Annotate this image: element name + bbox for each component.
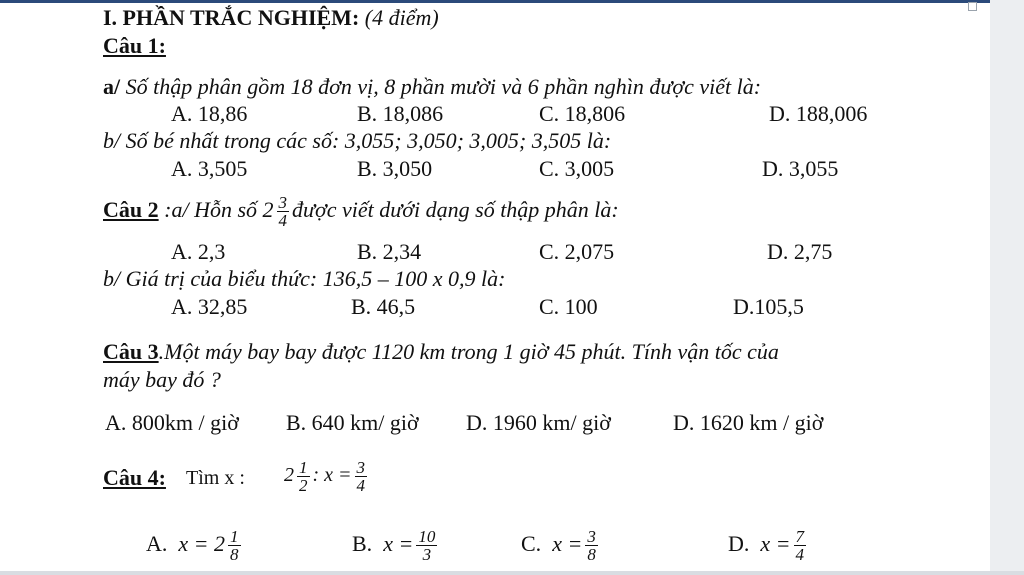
question-4-prompt: Tìm x : — [186, 467, 245, 489]
q2a-option-a[interactable]: A. 2,3 — [171, 239, 226, 264]
question-4-label: Câu 4: — [103, 465, 166, 490]
question-2a-rest: được viết dưới dạng số thập phân là: — [292, 197, 619, 222]
q4-option-b[interactable] — [352, 524, 440, 564]
q3-option-d[interactable]: D. 1620 km / giờ — [673, 410, 824, 435]
option-letter: D. — [728, 531, 750, 556]
question-2a-intro: :a/ Hỗn số — [158, 197, 263, 222]
q4-option-d[interactable] — [728, 524, 809, 564]
option-prefix: x = 2 — [178, 531, 226, 556]
question-1-label: Câu 1: — [103, 33, 166, 58]
option-fraction — [585, 528, 598, 563]
fraction-denominator: 4 — [356, 475, 366, 495]
fraction-numerator: 7 — [795, 527, 805, 547]
equation-fraction-right — [355, 459, 368, 494]
equation-fraction-left — [297, 459, 310, 494]
question-3-line-1 — [103, 340, 779, 364]
q3-option-b[interactable]: B. 640 km/ giờ — [286, 410, 419, 435]
option-prefix: x = — [383, 531, 414, 556]
side-panel — [990, 0, 1024, 575]
section-title: I. PHẦN TRẮC NGHIỆM: — [103, 5, 360, 30]
q2a-option-d[interactable]: D. 2,75 — [767, 239, 833, 264]
option-letter: A. — [146, 531, 168, 556]
fraction-numerator: 10 — [418, 527, 436, 547]
section-points: (4 điểm) — [364, 5, 439, 30]
q1a-option-b[interactable]: B. 18,086 — [357, 101, 444, 126]
q2a-option-c[interactable]: C. 2,075 — [539, 239, 615, 264]
question-1a-prefix: a/ — [103, 74, 121, 99]
fraction-denominator: 8 — [587, 545, 596, 565]
fraction-numerator: 3 — [587, 527, 596, 547]
q2b-option-b[interactable]: B. 46,5 — [351, 294, 416, 319]
question-2b-text: b/ Giá trị của biểu thức: 136,5 – 100 x 0,9 là: — [103, 266, 506, 291]
q3-option-a[interactable]: A. 800km / giờ — [105, 410, 239, 435]
option-fraction — [416, 528, 437, 563]
q1a-option-c[interactable]: C. 18,806 — [539, 101, 626, 126]
option-letter: B. — [352, 531, 373, 556]
option-prefix: x = — [760, 531, 791, 556]
fraction-numerator: 1 — [230, 527, 239, 547]
question-1a-text — [103, 75, 761, 99]
fraction-denominator: 3 — [422, 545, 432, 565]
q1b-option-c[interactable]: C. 3,005 — [539, 156, 615, 181]
q1a-option-d[interactable]: D. 188,006 — [769, 101, 868, 126]
option-letter: C. — [521, 531, 542, 556]
fraction-denominator: 4 — [795, 545, 805, 565]
q2a-option-b[interactable]: B. 2,34 — [357, 239, 422, 264]
fraction-numerator: 1 — [299, 457, 308, 477]
q4-option-c[interactable] — [521, 524, 601, 564]
mixed-number-whole: 2 — [262, 197, 274, 222]
question-3-text: .Một máy bay bay được 1120 km trong 1 giờ 45 phút. Tính vận tốc của — [158, 339, 779, 364]
question-2-line — [103, 192, 619, 229]
question-2-label: Câu 2 — [103, 197, 159, 222]
question-1b-text: b/ Số bé nhất trong các số: 3,055; 3,050; 3,005; 3,505 là: — [103, 128, 612, 153]
q4-option-a[interactable] — [146, 524, 244, 564]
q2b-option-a[interactable]: A. 32,85 — [171, 294, 248, 319]
mixed-number-fraction — [277, 194, 290, 229]
q1b-option-a[interactable]: A. 3,505 — [171, 156, 248, 181]
q2b-option-c[interactable]: C. 100 — [539, 294, 598, 319]
q1b-option-b[interactable]: B. 3,050 — [357, 156, 433, 181]
equation-middle: : x = — [312, 464, 352, 486]
option-fraction — [794, 528, 807, 563]
fraction-denominator: 2 — [299, 475, 308, 495]
fraction-denominator: 4 — [278, 211, 288, 231]
equation-whole: 2 — [284, 464, 294, 486]
option-prefix: x = — [552, 531, 583, 556]
fraction-denominator: 8 — [230, 545, 239, 565]
q1a-option-a[interactable]: A. 18,86 — [171, 101, 248, 126]
section-heading — [103, 6, 439, 30]
fraction-numerator: 3 — [278, 193, 288, 213]
question-4-equation — [284, 455, 370, 495]
question-3-label: Câu 3 — [103, 339, 159, 364]
option-fraction — [228, 528, 241, 563]
q1b-option-d[interactable]: D. 3,055 — [762, 156, 839, 181]
question-1a-body: Số thập phân gồm 18 đơn vị, 8 phần mười và 6 phần nghìn được viết là: — [125, 74, 762, 99]
question-3-line-2: máy bay đó ? — [103, 367, 221, 392]
fraction-numerator: 3 — [356, 457, 366, 477]
q2b-option-d[interactable]: D.105,5 — [733, 294, 804, 319]
q3-option-c[interactable]: D. 1960 km/ giờ — [466, 410, 611, 435]
